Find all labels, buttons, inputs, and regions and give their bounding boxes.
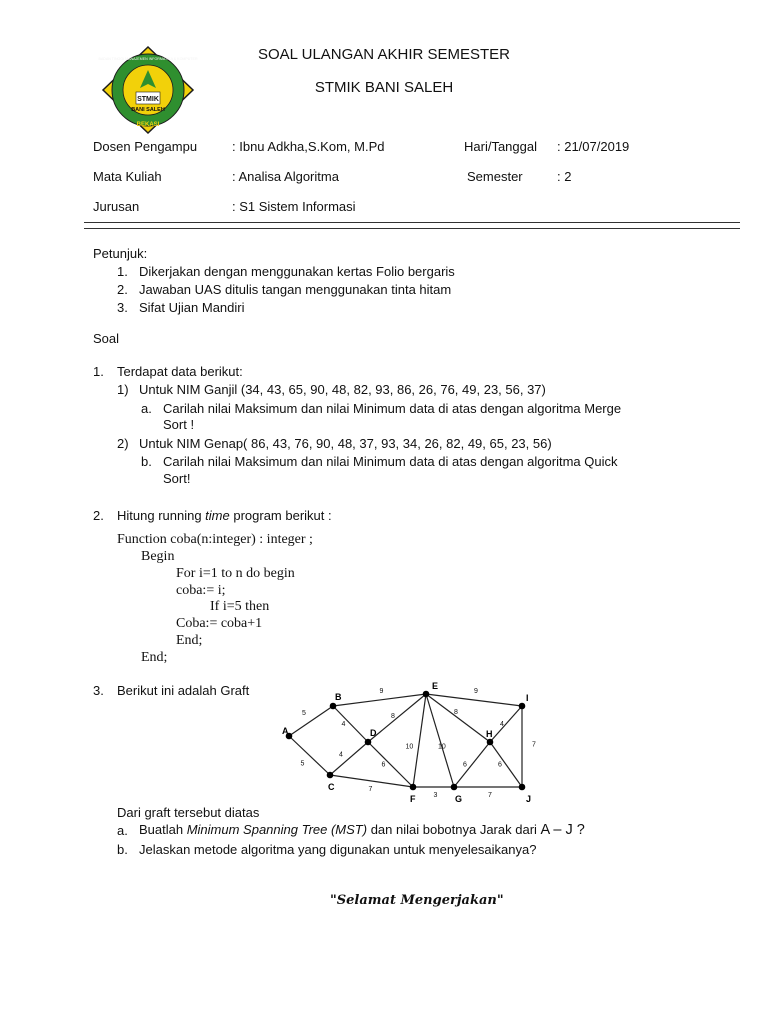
q3a-text [139, 822, 585, 838]
q3a-big: A – J ? [540, 822, 585, 838]
graph-edge-D-E [368, 694, 426, 742]
q2-number: 2. [93, 508, 104, 523]
q3-after-graph: Dari graft tersebut diatas [117, 805, 260, 820]
edge-weight-E-I: 9 [474, 688, 478, 695]
edge-weight-E-F: 10 [405, 743, 414, 751]
q2-text-em: time [205, 508, 230, 523]
petunjuk-item-1: Dikerjakan dengan menggunakan kertas Folio bergaris [139, 264, 455, 279]
edge-weight-E-H: 8 [454, 709, 458, 716]
node-label-I: I [526, 693, 529, 703]
code-line-6: Coba:= coba+1 [176, 616, 263, 631]
q1-sub2b-line1: Carilah nilai Maksimum dan nilai Minimum data di atas dengan algoritma Quick [163, 454, 618, 469]
edge-weight-G-J: 7 [488, 792, 492, 799]
document-title: SOAL ULANGAN AKHIR SEMESTER [257, 46, 510, 63]
q1-sub2b-line2: Sort! [163, 471, 191, 486]
edge-weight-A-C: 5 [300, 760, 305, 768]
graph-edge-H-I [490, 706, 522, 742]
hari-value: : 21/07/2019 [557, 139, 630, 154]
q1-sub2-number: 2) [117, 436, 129, 451]
logo-text-city: BEKASI [136, 122, 160, 128]
q1-sub2-text: Untuk NIM Genap( 86, 43, 76, 90, 48, 37, 93, 34, 26, 82, 49, 65, 23, 56) [139, 436, 552, 451]
edge-weight-D-E: 8 [391, 713, 395, 720]
q2-text [117, 508, 332, 523]
node-label-F: F [410, 794, 416, 804]
divider-bottom [84, 228, 740, 229]
q2-text-post: program berikut : [229, 508, 332, 523]
logo-text-mid: STMIK [137, 96, 159, 103]
edge-weight-I-J: 7 [532, 741, 536, 749]
graph-edge-E-G [426, 694, 454, 787]
graph-edge-E-F [413, 694, 426, 787]
code-line-5: If i=5 then [210, 599, 270, 614]
q1-sub1-number: 1) [117, 382, 129, 397]
q1-sub1-text: Untuk NIM Ganjil (34, 43, 65, 90, 48, 82, 93, 86, 26, 76, 49, 23, 56, 37) [139, 382, 546, 397]
edge-weight-F-G: 3 [433, 792, 438, 799]
graph-node-J [519, 784, 526, 791]
petunjuk-num-3: 3. [117, 300, 128, 315]
q3-text: Berikut ini adalah Graft [117, 683, 250, 698]
graph-node-E [423, 691, 430, 698]
edge-weight-C-F: 7 [368, 786, 373, 793]
institution-title: STMIK BANI SALEH [314, 79, 454, 96]
dosen-value: : Ibnu Adkha,S.Kom, M.Pd [232, 139, 385, 154]
graph-diagram [276, 680, 546, 805]
edge-weight-G-H: 6 [463, 761, 467, 769]
semester-value: : 2 [557, 169, 572, 184]
graph-edge-A-C [289, 736, 330, 775]
q3a-number: a. [117, 823, 128, 838]
graph-edge-G-H [454, 742, 490, 787]
graph-node-B [330, 703, 337, 710]
closing-text: "Selamat Mengerjakan" [330, 893, 504, 908]
edge-weight-H-I: 4 [500, 721, 504, 728]
jurusan-label: Jurusan [93, 199, 140, 214]
q1-sub1a-number: a. [141, 401, 152, 416]
q1-sub1a-line2: Sort ! [163, 417, 195, 432]
node-label-J: J [526, 794, 532, 804]
edge-weight-B-D: 4 [341, 721, 346, 728]
code-line-8: End; [141, 650, 168, 665]
soal-heading: Soal [93, 331, 120, 346]
graph-node-F [410, 784, 417, 791]
semester-label: Semester [467, 169, 523, 184]
node-label-D: D [370, 728, 377, 738]
graph-node-H [487, 739, 494, 746]
q3-number: 3. [93, 683, 104, 698]
q3a-pre: Buatlah [139, 822, 187, 837]
node-label-C: C [328, 782, 335, 792]
graph-node-D [365, 739, 372, 746]
graph-edge-B-E [333, 694, 426, 706]
graph-edge-B-D [333, 706, 368, 742]
q3a-mid: dan nilai bobotnya Jarak dari [367, 822, 541, 837]
edge-weight-A-B: 5 [302, 710, 306, 717]
petunjuk-num-2: 2. [117, 282, 128, 297]
edge-weight-H-J: 6 [498, 761, 502, 769]
petunjuk-item-3: Sifat Ujian Mandiri [139, 300, 245, 315]
logo-text-top: BADAN TINGGI MANAJEMEN INFORMATIKA & KOMPUTER [98, 57, 198, 61]
edge-weight-E-G: 10 [438, 743, 446, 751]
q3b-number: b. [117, 842, 128, 857]
hari-label: Hari/Tanggal [464, 139, 537, 154]
petunjuk-num-1: 1. [117, 264, 128, 279]
q2-text-pre: Hitung running [117, 508, 206, 523]
code-line-1: Function coba(n:integer) : integer ; [117, 532, 313, 547]
code-line-7: End; [176, 633, 203, 648]
q1-number: 1. [93, 364, 104, 379]
graph-node-G [451, 784, 458, 791]
dosen-label: Dosen Pengampu [93, 139, 198, 154]
graph-edge-H-J [490, 742, 522, 787]
jurusan-value: : S1 Sistem Informasi [232, 199, 356, 214]
code-line-3: For i=1 to n do begin [176, 566, 295, 581]
graph-edge-A-B [289, 706, 333, 736]
q1-sub1a-line1: Carilah nilai Maksimum dan nilai Minimum data di atas dengan algoritma Merge [163, 401, 622, 416]
q3b-text: Jelaskan metode algoritma yang digunakan untuk menyelesaikanya? [139, 842, 537, 857]
node-label-H: H [486, 729, 493, 739]
q1-sub2b-number: b. [141, 454, 152, 469]
matkul-value: : Analisa Algoritma [232, 169, 339, 184]
code-line-2: Begin [141, 549, 175, 564]
edge-weight-B-E: 9 [379, 688, 384, 695]
graph-node-C [327, 772, 334, 779]
petunjuk-heading: Petunjuk: [93, 246, 148, 261]
code-line-4: coba:= i; [176, 583, 226, 598]
edge-weight-C-D: 4 [339, 751, 343, 759]
q3a-em: Minimum Spanning Tree (MST) [186, 822, 368, 837]
petunjuk-item-2: Jawaban UAS ditulis tangan menggunakan tinta hitam [139, 282, 452, 297]
divider-top [84, 222, 740, 223]
college-logo [98, 44, 198, 136]
graph-edge-C-D [330, 742, 368, 775]
q1-text: Terdapat data berikut: [117, 364, 243, 379]
node-label-E: E [432, 681, 439, 691]
node-label-A: A [282, 726, 289, 736]
node-label-B: B [335, 692, 342, 702]
graph-node-I [519, 703, 526, 710]
edge-weight-D-F: 6 [381, 761, 386, 769]
node-label-G: G [455, 794, 463, 804]
matkul-label: Mata Kuliah [93, 169, 162, 184]
logo-text-name: BANI SALEH [131, 107, 165, 113]
